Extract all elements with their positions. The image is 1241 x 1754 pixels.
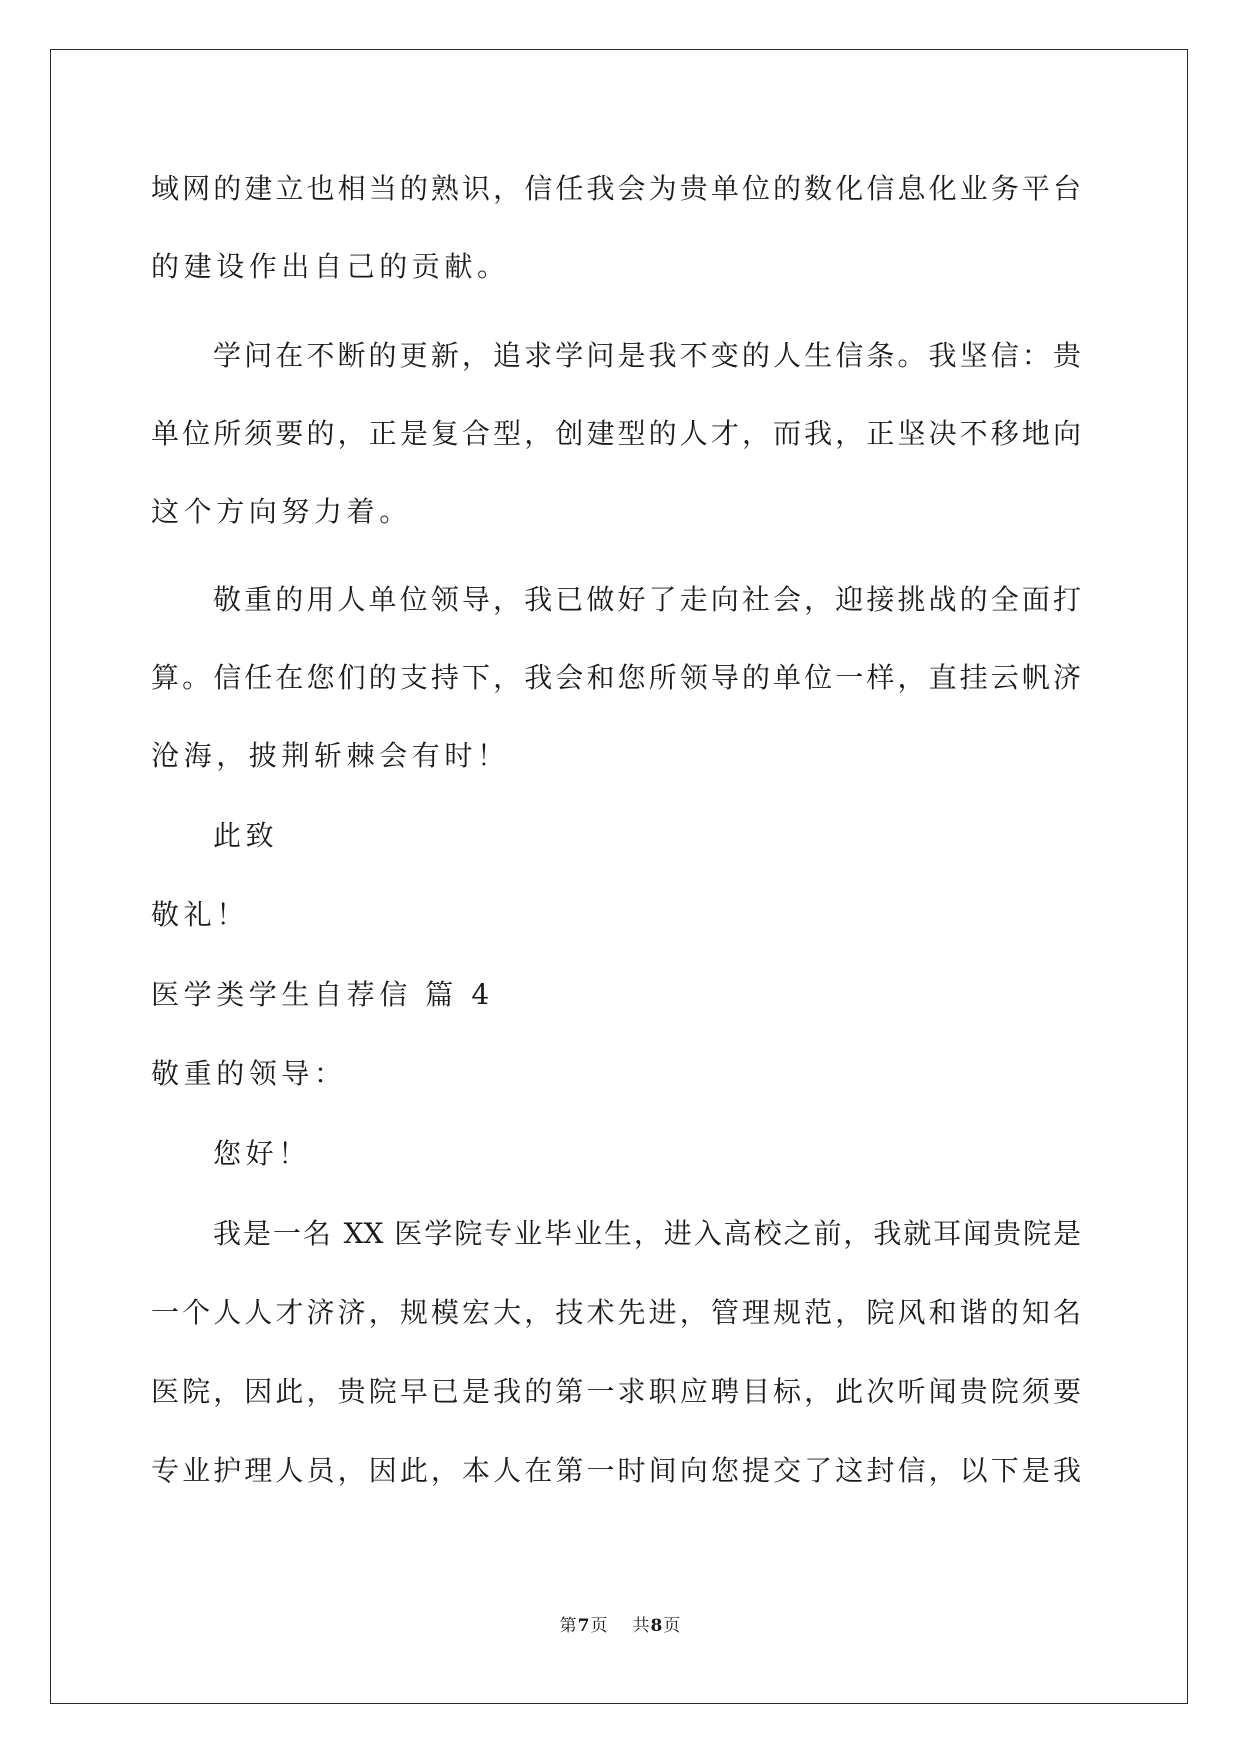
page-footer [0, 1615, 1241, 1637]
closing-salutation: 此致 [213, 819, 279, 852]
footer-total-prefix: 共 [632, 1616, 651, 1636]
text-line-2: 的建设作出自己的贡献。 [151, 250, 510, 283]
letter-salutation: 敬重的领导： [151, 1057, 347, 1090]
text-line-14: 我是一名 XX 医学院专业毕业生，进入高校之前，我就耳闻贵院是 [213, 1217, 1081, 1250]
text-line-6: 敬重的用人单位领导，我已做好了走向社会，迎接挑战的全面打 [213, 583, 1081, 616]
text-line-3: 学问在不断的更新，追求学问是我不变的人生信条。我坚信：贵 [213, 339, 1081, 372]
text-line-4: 单位所须要的，正是复合型，创建型的人才，而我，正坚决不移地向 [151, 417, 1081, 450]
text-line-5: 这个方向努力着。 [151, 495, 412, 528]
footer-prefix: 第 [559, 1616, 578, 1636]
page-number: 7 [577, 1616, 591, 1636]
text-line-8: 沧海，披荆斩棘会有时！ [151, 739, 510, 772]
footer-total-suffix: 页 [663, 1616, 682, 1636]
text-line-17: 专业护理人员，因此，本人在第一时间向您提交了这封信，以下是我 [151, 1454, 1081, 1487]
footer-page-suffix: 页 [590, 1616, 609, 1636]
section-heading: 医学类学生自荐信 篇 4 [151, 978, 494, 1011]
letter-greeting: 您好！ [213, 1137, 311, 1170]
closing-regards: 敬礼！ [151, 898, 249, 931]
text-line-1: 域网的建立也相当的熟识，信任我会为贵单位的数化信息化业务平台 [151, 172, 1081, 205]
total-pages: 8 [650, 1616, 664, 1636]
text-line-15: 一个人人才济济，规模宏大，技术先进，管理规范，院风和谐的知名 [151, 1296, 1081, 1329]
text-line-7: 算。信任在您们的支持下，我会和您所领导的单位一样，直挂云帆济 [151, 661, 1081, 694]
text-line-16: 医院，因此，贵院早已是我的第一求职应聘目标，此次听闻贵院须要 [151, 1375, 1081, 1408]
